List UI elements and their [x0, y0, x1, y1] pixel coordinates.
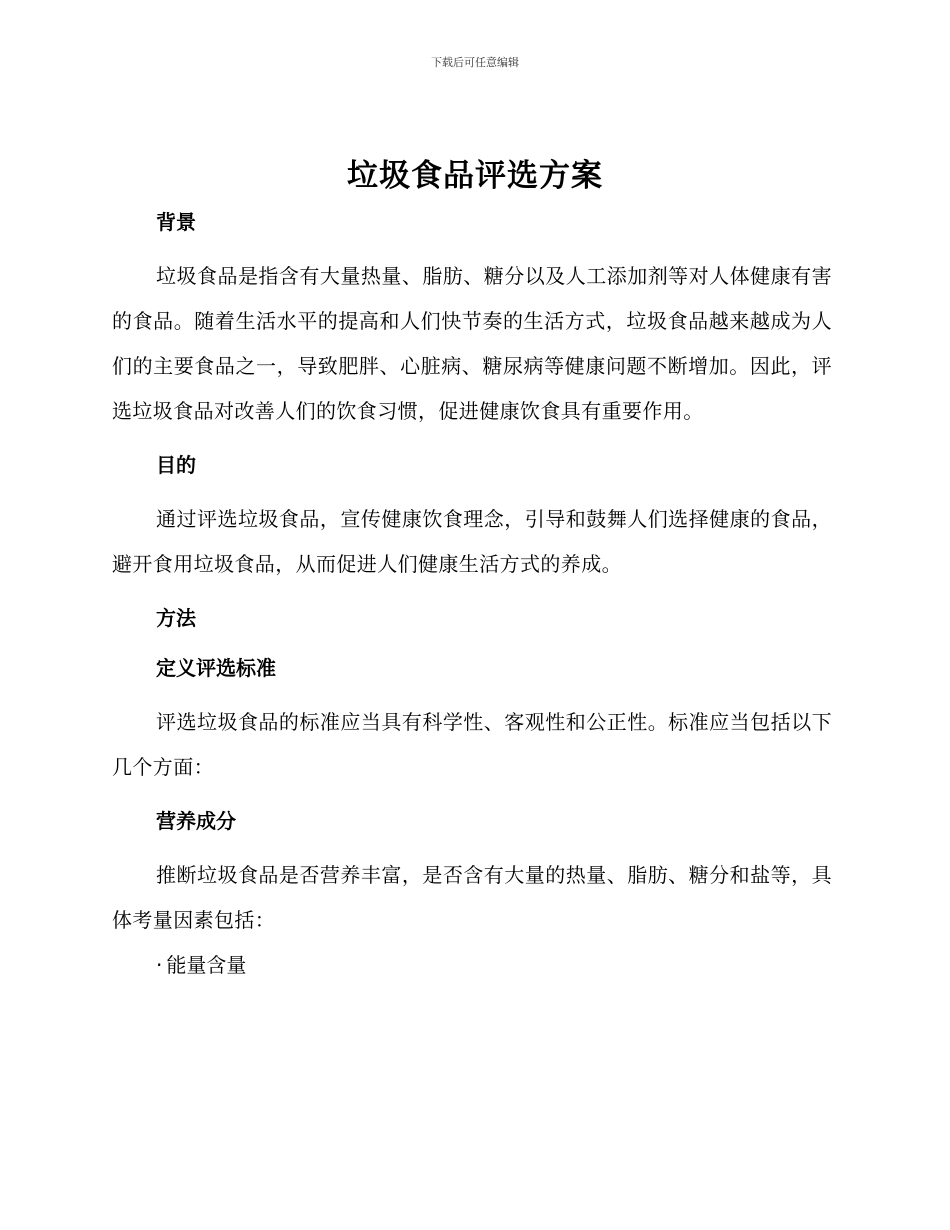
section-heading-purpose: 目的 — [156, 453, 196, 477]
paragraph-purpose: 通过评选垃圾食品，宣传健康饮食理念，引导和鼓舞人们选择健康的食品，避开食用垃圾食品，从而促进人们健康生活方式的养成。 — [112, 507, 832, 576]
paragraph-criteria: 评选垃圾食品的标准应当具有科学性、客观性和公正性。标准应当包括以下几个方面： — [112, 710, 832, 779]
section-heading-method: 方法 — [156, 606, 196, 630]
section-heading-criteria: 定义评选标准 — [156, 656, 276, 680]
list-item-label: 能量含量 — [166, 953, 247, 977]
section-heading-nutrition: 营养成分 — [156, 809, 236, 833]
paragraph-background: 垃圾食品是指含有大量热量、脂肪、糖分以及人工添加剂等对人体健康有害的食品。随着生活水平的提高和人们快节奏的生活方式，垃圾食品越来越成为人们的主要食品之一，导致肥胖、心脏病、糖尿病等健康问题不断增加。因此，评选垃圾食品对改善人们的饮食习惯，促进健康饮食具有重要作用。 — [112, 264, 832, 423]
bullet-dot-icon: · — [156, 953, 163, 977]
header-note: 下载后可任意编辑 — [431, 56, 519, 69]
document-body — [112, 203, 832, 988]
paragraph-nutrition: 推断垃圾食品是否营养丰富，是否含有大量的热量、脂肪、糖分和盐等，具体考量因素包括： — [112, 863, 832, 932]
document-title: 垃圾食品评选方案 — [347, 158, 603, 194]
section-heading-background: 背景 — [156, 210, 196, 234]
list-item — [112, 943, 832, 988]
